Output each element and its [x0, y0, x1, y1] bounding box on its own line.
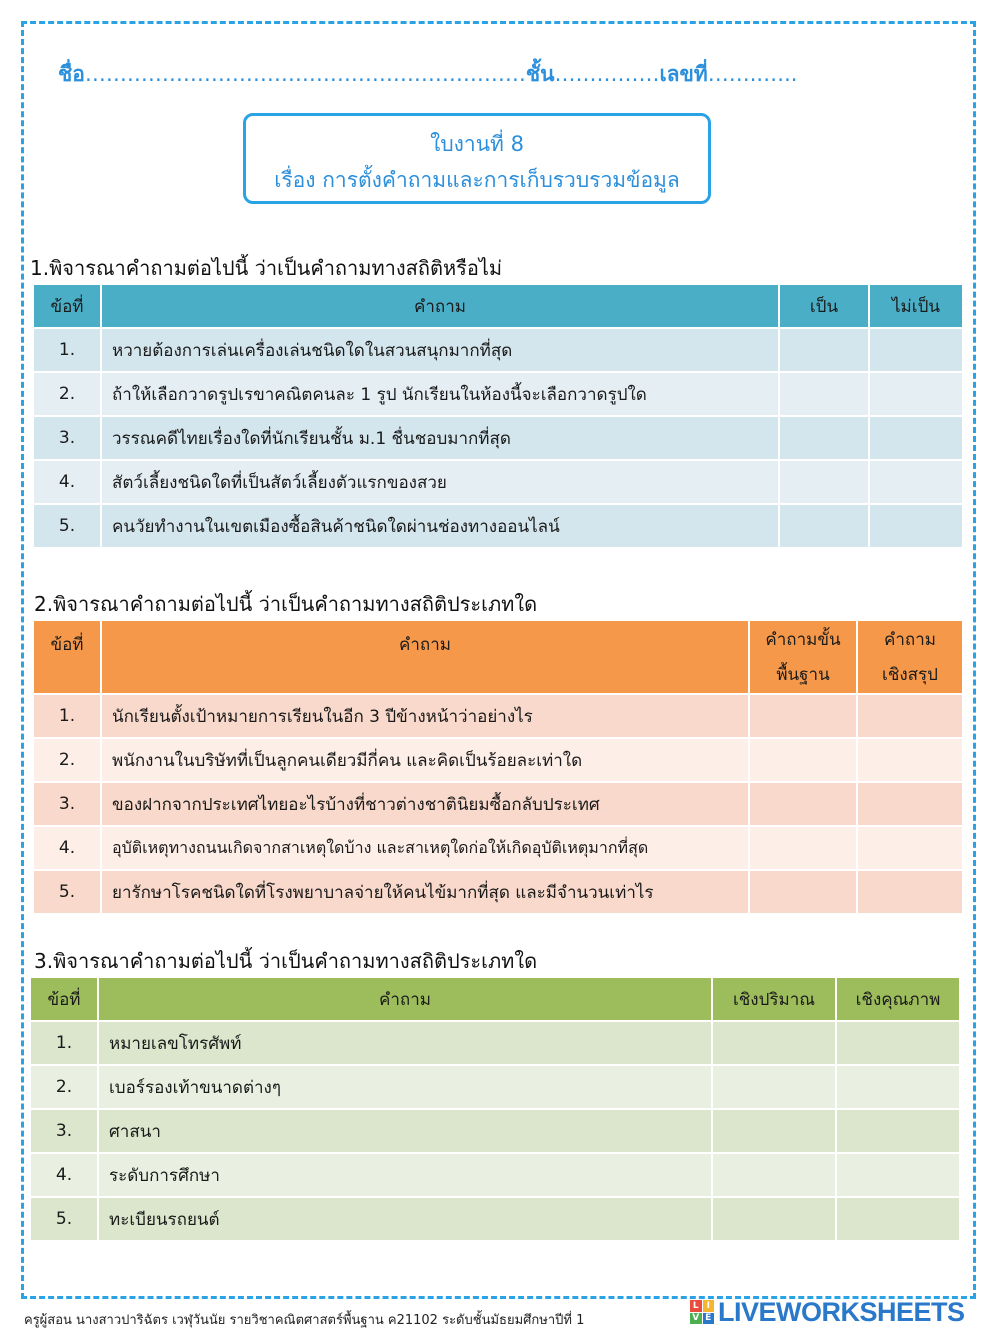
col-question-header: คำถาม — [102, 285, 778, 327]
class-field[interactable]: …………… — [554, 62, 660, 86]
col-question-header: คำถาม — [102, 621, 748, 693]
worksheet-number: ใบงานที่ 8 — [430, 132, 524, 156]
col-number-header: ข้อที่ — [34, 621, 100, 693]
worksheet-topic: เรื่อง การตั้งคำถามและการเก็บรวบรวมข้อมูล — [274, 168, 680, 192]
table-row — [31, 1154, 959, 1196]
table-row — [34, 373, 962, 415]
section1-heading: 1.พิจารณาคำถามต่อไปนี้ ว่าเป็นคำถามทางสถิติหรือไม่ — [30, 256, 503, 280]
answer-yes-cell[interactable] — [780, 373, 868, 415]
answer-quantitative-cell[interactable] — [713, 1066, 835, 1108]
answer-inferential-cell[interactable] — [858, 695, 962, 737]
worksheet-title-box — [243, 113, 711, 204]
table-row — [31, 1198, 959, 1240]
row-question: วรรณคดีไทยเรื่องใดที่นักเรียนชั้น ม.1 ชื่นชอบมากที่สุด — [102, 417, 778, 459]
col-qualitative-header: เชิงคุณภาพ — [837, 978, 959, 1020]
student-info-line — [58, 58, 918, 91]
answer-qualitative-cell[interactable] — [837, 1066, 959, 1108]
table-row — [31, 1110, 959, 1152]
table-row — [34, 827, 962, 869]
answer-yes-cell[interactable] — [780, 417, 868, 459]
class-label: ชั้น — [525, 62, 555, 86]
answer-quantitative-cell[interactable] — [713, 1198, 835, 1240]
row-number: 5. — [34, 871, 100, 913]
col-basic-header — [750, 621, 856, 693]
col-inferential-header — [858, 621, 962, 693]
answer-quantitative-cell[interactable] — [713, 1022, 835, 1064]
table-header-row — [34, 621, 962, 693]
table-header-row — [31, 978, 959, 1020]
row-question: ทะเบียนรถยนต์ — [99, 1198, 711, 1240]
answer-basic-cell[interactable] — [750, 739, 856, 781]
table-row — [34, 783, 962, 825]
liveworksheets-logo-icon — [690, 1300, 714, 1324]
number-label: เลขที่ — [659, 62, 708, 86]
col-quantitative-header: เชิงปริมาณ — [713, 978, 835, 1020]
table-row — [34, 329, 962, 371]
row-number: 3. — [34, 783, 100, 825]
row-question: ถ้าให้เลือกวาดรูปเรขาคณิตคนละ 1 รูป นักเรียนในห้องนี้จะเลือกวาดรูปใด — [102, 373, 778, 415]
footer-credit: ครูผู้สอน นางสาวปาริฉัตร เวฬุวันนัย รายวิชาคณิตศาสตร์พื้นฐาน ค21102 ระดับชั้นมัธยมศึกษาปีที่ 1 — [24, 1313, 585, 1328]
row-number: 3. — [31, 1110, 97, 1152]
section2-table — [32, 619, 964, 915]
col-inferential-line1: คำถาม — [884, 630, 936, 650]
answer-qualitative-cell[interactable] — [837, 1110, 959, 1152]
table-row — [34, 461, 962, 503]
answer-no-cell[interactable] — [870, 329, 962, 371]
table-row — [31, 1022, 959, 1064]
answer-inferential-cell[interactable] — [858, 827, 962, 869]
row-number: 4. — [31, 1154, 97, 1196]
row-question: ยารักษาโรคชนิดใดที่โรงพยาบาลจ่ายให้คนไข้มากที่สุด และมีจำนวนเท่าไร — [102, 871, 748, 913]
col-question-header: คำถาม — [99, 978, 711, 1020]
number-field[interactable]: ……..….. — [707, 62, 798, 86]
answer-qualitative-cell[interactable] — [837, 1198, 959, 1240]
row-number: 4. — [34, 827, 100, 869]
table-row — [34, 871, 962, 913]
section3-table — [29, 976, 961, 1242]
row-number: 2. — [31, 1066, 97, 1108]
row-number: 1. — [31, 1022, 97, 1064]
row-question: อุบัติเหตุทางถนนเกิดจากสาเหตุใดบ้าง และสาเหตุใดก่อให้เกิดอุบัติเหตุมากที่สุด — [102, 827, 748, 869]
answer-qualitative-cell[interactable] — [837, 1022, 959, 1064]
section3-heading: 3.พิจารณาคำถามต่อไปนี้ ว่าเป็นคำถามทางสถิติประเภทใด — [34, 949, 538, 973]
answer-no-cell[interactable] — [870, 417, 962, 459]
logo-letter: I — [703, 1300, 715, 1312]
name-label: ชื่อ — [58, 62, 85, 86]
row-question: ของฝากจากประเทศไทยอะไรบ้างที่ชาวต่างชาตินิยมซื้อกลับประเทศ — [102, 783, 748, 825]
liveworksheets-brand[interactable] — [690, 1297, 965, 1327]
logo-letter: V — [690, 1313, 702, 1325]
col-inferential-line2: เชิงสรุป — [882, 665, 938, 685]
row-question: หวายต้องการเล่นเครื่องเล่นชนิดใดในสวนสนุกมากที่สุด — [102, 329, 778, 371]
answer-inferential-cell[interactable] — [858, 783, 962, 825]
table-row — [34, 505, 962, 547]
row-number: 5. — [34, 505, 100, 547]
col-yes-header: เป็น — [780, 285, 868, 327]
answer-basic-cell[interactable] — [750, 871, 856, 913]
answer-inferential-cell[interactable] — [858, 739, 962, 781]
answer-basic-cell[interactable] — [750, 783, 856, 825]
col-basic-line2: พื้นฐาน — [776, 665, 830, 685]
answer-no-cell[interactable] — [870, 461, 962, 503]
section1-table — [32, 283, 964, 549]
logo-letter: E — [703, 1313, 715, 1325]
row-question: ระดับการศึกษา — [99, 1154, 711, 1196]
answer-basic-cell[interactable] — [750, 827, 856, 869]
answer-basic-cell[interactable] — [750, 695, 856, 737]
row-number: 1. — [34, 329, 100, 371]
logo-letter: L — [690, 1300, 702, 1312]
col-basic-line1: คำถามขั้น — [765, 630, 841, 650]
col-no-header: ไม่เป็น — [870, 285, 962, 327]
row-question: ศาสนา — [99, 1110, 711, 1152]
answer-no-cell[interactable] — [870, 505, 962, 547]
row-number: 2. — [34, 739, 100, 781]
row-question: พนักงานในบริษัทที่เป็นลูกคนเดียวมีกี่คน และคิดเป็นร้อยละเท่าใด — [102, 739, 748, 781]
table-row — [34, 739, 962, 781]
name-field[interactable]: ……………………………………………………… — [84, 62, 526, 86]
row-question: สัตว์เลี้ยงชนิดใดที่เป็นสัตว์เลี้ยงตัวแรกของสวย — [102, 461, 778, 503]
answer-no-cell[interactable] — [870, 373, 962, 415]
row-number: 4. — [34, 461, 100, 503]
brand-name: LIVEWORKSHEETS — [718, 1296, 965, 1327]
answer-quantitative-cell[interactable] — [713, 1110, 835, 1152]
row-number: 5. — [31, 1198, 97, 1240]
row-question: หมายเลขโทรศัพท์ — [99, 1022, 711, 1064]
table-row — [34, 695, 962, 737]
answer-inferential-cell[interactable] — [858, 871, 962, 913]
row-number: 3. — [34, 417, 100, 459]
row-question: เบอร์รองเท้าขนาดต่างๆ — [99, 1066, 711, 1108]
table-header-row — [34, 285, 962, 327]
table-row — [34, 417, 962, 459]
row-question: คนวัยทำงานในเขตเมืองซื้อสินค้าชนิดใดผ่านช่องทางออนไลน์ — [102, 505, 778, 547]
table-row — [31, 1066, 959, 1108]
row-question: นักเรียนตั้งเป้าหมายการเรียนในอีก 3 ปีข้างหน้าว่าอย่างไร — [102, 695, 748, 737]
col-number-header: ข้อที่ — [31, 978, 97, 1020]
answer-quantitative-cell[interactable] — [713, 1154, 835, 1196]
answer-yes-cell[interactable] — [780, 461, 868, 503]
answer-qualitative-cell[interactable] — [837, 1154, 959, 1196]
section2-heading: 2.พิจารณาคำถามต่อไปนี้ ว่าเป็นคำถามทางสถิติประเภทใด — [34, 592, 538, 616]
answer-yes-cell[interactable] — [780, 505, 868, 547]
row-number: 2. — [34, 373, 100, 415]
answer-yes-cell[interactable] — [780, 329, 868, 371]
col-number-header: ข้อที่ — [34, 285, 100, 327]
row-number: 1. — [34, 695, 100, 737]
